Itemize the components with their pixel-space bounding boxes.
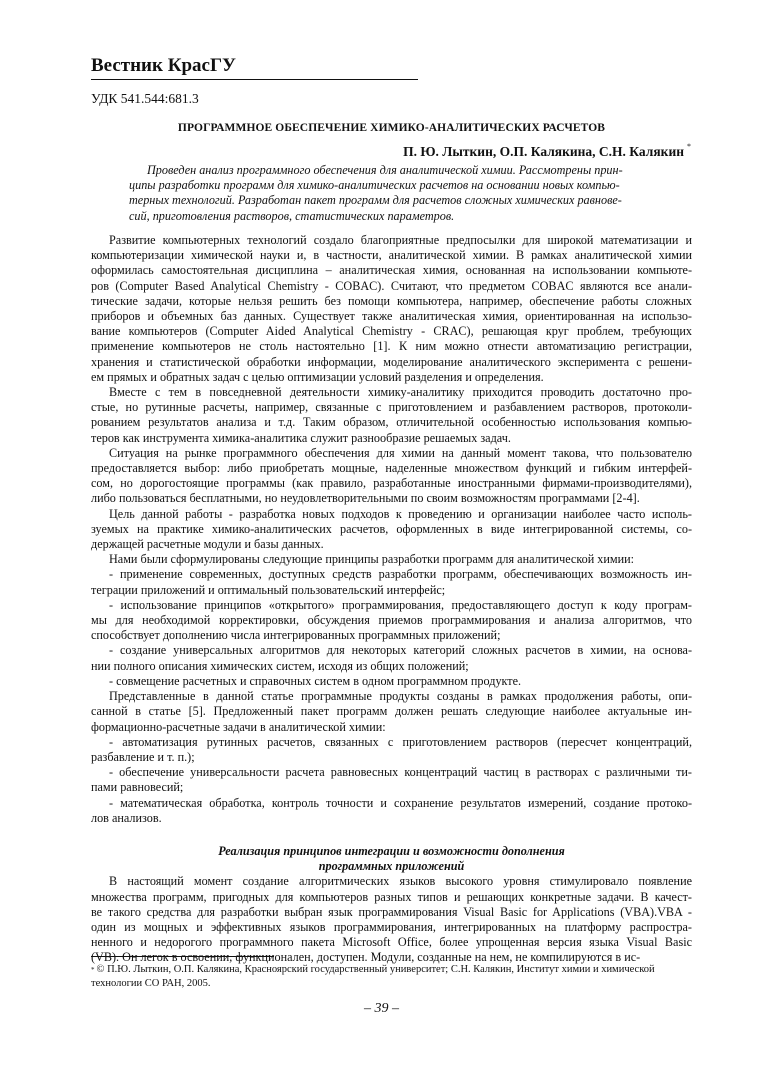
text-line: один из мощных и эффективных языков программирования, интегрированных на платформу распростра-	[91, 919, 692, 934]
section-title-line: Реализация принципов интеграции и возможности дополнения	[218, 843, 565, 858]
footnote-rule	[91, 956, 274, 957]
list-item-open-programming	[91, 598, 692, 644]
text-line: Развитие компьютерных технологий создало благоприятные предпосылки для широкой математизации и	[109, 233, 692, 247]
text-line: нии полного описания химических систем, исходя из общих положений;	[91, 658, 469, 673]
text-line: тические задачи, которые нельзя решить без помощи компьютера, например, обеспечение работы сложных	[91, 293, 692, 308]
text-line: Представленные в данной статье программные продукты созданы в рамках продолжения работы, опи-	[109, 689, 692, 704]
text-line: - автоматизация рутинных расчетов, связанных с приготовлением растворов (пересчет концентраций,	[109, 734, 692, 749]
text-line: мы для необходимой корректировки, обсуждения приемов программирования и анализа алгоритмов, что	[91, 613, 692, 628]
abstract-line: Проведен анализ программного обеспечения для аналитической химии. Рассмотрены прин-	[147, 163, 623, 177]
paragraph-tasks	[91, 689, 692, 735]
text-line: - математическая обработка, контроль точности и сохранение результатов измерений, создание протоко-	[109, 795, 692, 810]
text-line: сом, но дорогостоящие программы (как правило, разработанные иностранными фирмами-производителями),	[91, 476, 692, 491]
abstract-line: сий, приготовления растворов, статистических параметров.	[129, 208, 455, 223]
list-item-automation	[91, 735, 692, 765]
text-line: - создание универсальных алгоритмов для некоторых категорий сложных расчетов в химии, на основа-	[109, 643, 692, 658]
text-line: держащей расчетные модули и базы данных.	[91, 537, 324, 552]
page-number: – 39 –	[364, 1001, 399, 1016]
text-line: предоставляется выбор: либо приобретать мощные, наделенные множеством функций и гибким интерфей-	[91, 461, 692, 476]
text-line: множества программ, пригодных для компьютеров разных типов и решающих конкретные задачи. В качест-	[91, 889, 692, 904]
abstract-line: ципы разработки программ для химико-аналитических расчетов на основании новых компью-	[129, 178, 620, 193]
text-line: (VB). Он легок в освоении, функционален, доступен. Модули, созданные на нем, не компилируются в ис-	[91, 950, 641, 965]
list-item-universal-algorithms	[91, 643, 692, 673]
text-line: теграции приложений и оптимальный пользовательский интерфейс;	[91, 582, 446, 597]
text-line: вание компьютеров (Computer Aided Analytical Chemistry - CRAC), решающая круг проблем, требующих	[91, 324, 692, 339]
list-item-math-processing	[91, 796, 692, 826]
list-item-universality	[91, 765, 692, 795]
footnote-text: © П.Ю. Лыткин, О.П. Калякина, Красноярский государственный университет; С.Н. Калякин, Институт химии и химической технологии СО РАН, 2005.	[91, 964, 655, 989]
list-item-modern-tools	[91, 567, 692, 597]
text-line: либо пользоваться бесплатными, но неудовлетворительными по своим возможностям программами [2-4].	[91, 491, 640, 506]
text-line: формационно-расчетные задачи в аналитической химии:	[91, 719, 386, 734]
text-line: оформилась самостоятельная дисциплина – аналитическая химия, основанная на использовании компьюте-	[91, 263, 692, 278]
abstract	[91, 163, 692, 224]
article-body	[91, 233, 692, 966]
paragraph-principles	[91, 552, 692, 567]
text-line: хранения и статистической обработки информации, моделирование аналитического эксперимента с решени-	[91, 354, 692, 369]
text-line: - обеспечение универсальности расчета равновесных концентраций частиц в растворах с различными ти-	[109, 765, 692, 780]
text-line: - применение современных, доступных средств разработки программ, обеспечивающих возможность ин-	[109, 567, 692, 582]
paragraph-goal	[91, 507, 692, 553]
text-line: В настоящий момент создание алгоритмических языков высокого уровня стимулировало появление	[109, 874, 692, 889]
text-line: Нами были сформулированы следующие принципы разработки программ для аналитической химии:	[109, 552, 635, 567]
text-line: - использование принципов «открытого» программирования, предоставляющего доступ к коду програм-	[109, 597, 692, 612]
text-line: ненного и недорогого программного пакета Microsoft Office, более упрощенная версия языка Visual Basic	[91, 935, 692, 950]
text-line: применение компьютеров не столь настоятельно [1]. К ним можно отнести автоматизацию регистрации,	[91, 339, 692, 354]
section-title-line: программных приложений	[318, 859, 465, 874]
text-line: приборов и объемных баз данных. Существует также аналитическая химия, ориентированная на использо-	[91, 309, 692, 324]
udk-code: УДК 541.544:681.3	[91, 91, 199, 106]
text-line: - совмещение расчетных и справочных систем в одном программном продукте.	[109, 673, 522, 688]
text-line: Ситуация на рынке программного обеспечения для химии на данный момент такова, что пользователю	[109, 445, 692, 460]
text-line: способствует дополнению числа интегрированных программных приложений;	[91, 628, 501, 643]
text-line: ве такого средства для разработки выбран язык программирования Visual Basic for Applications (VBA).VBA -	[91, 904, 692, 919]
text-line: ров (Computer Based Analytical Chemistry - COBAC). Считают, что предметом COBAC являются все анали-	[91, 278, 692, 293]
section-title	[91, 844, 692, 874]
paragraph-vba	[91, 874, 692, 965]
text-line: Цель данной работы - разработка новых подходов к проведению и организации наиболее часто исполь-	[109, 506, 692, 521]
text-line: пами равновесий;	[91, 780, 184, 795]
paragraph-market	[91, 446, 692, 507]
text-line: санной в статье [5]. Предложенный пакет программ должен решать следующие наиболее актуальные ин-	[91, 704, 692, 719]
text-line: Вместе с тем в повседневной деятельности химику-аналитику приходится проводить достаточно про-	[109, 385, 692, 400]
abstract-line: терных технологий. Разработан пакет программ для расчетов сложных химических равнове-	[129, 193, 622, 208]
text-line: теров как инструмента химика-аналитика служит разнообразие решаемых задач.	[91, 430, 511, 445]
text-line: рованием результатов анализа и т.д. Таким образом, отличительной особенностью использования компью-	[91, 415, 692, 430]
paragraph-intro	[91, 233, 692, 385]
authors-names: П. Ю. Лыткин, О.П. Калякина, С.Н. Калякин	[403, 144, 684, 159]
journal-rule	[91, 79, 418, 80]
author-footnote-mark[interactable]: *	[687, 142, 691, 151]
text-line: стые, но рутинные расчеты, например, связанные с приготовлением и разбавлением растворов, протоколи-	[91, 400, 692, 415]
journal-name: Вестник КрасГУ	[91, 55, 237, 76]
footnote	[91, 963, 692, 991]
text-line: зуемых на практике химико-аналитических расчетов, оформленных в виде интегрированной системы, со-	[91, 521, 692, 536]
text-line: компьютеризации химической науки и, в частности, аналитической химии. В рамках аналитической химии	[91, 248, 692, 263]
paragraph-routine	[91, 385, 692, 446]
text-line: разбавление и т. п.);	[91, 749, 195, 764]
list-item-combined-systems	[91, 674, 692, 689]
text-line: лов анализов.	[91, 810, 162, 825]
text-line: ем прямых и обратных задач с целью оптимизации условий разделения и определения.	[91, 369, 544, 384]
footnote-mark: *	[91, 966, 95, 974]
article-title: ПРОГРАММНОЕ ОБЕСПЕЧЕНИЕ ХИМИКО-АНАЛИТИЧЕСКИХ РАСЧЕТОВ	[177, 122, 606, 134]
section-gap	[91, 826, 692, 844]
article-authors	[403, 144, 691, 160]
